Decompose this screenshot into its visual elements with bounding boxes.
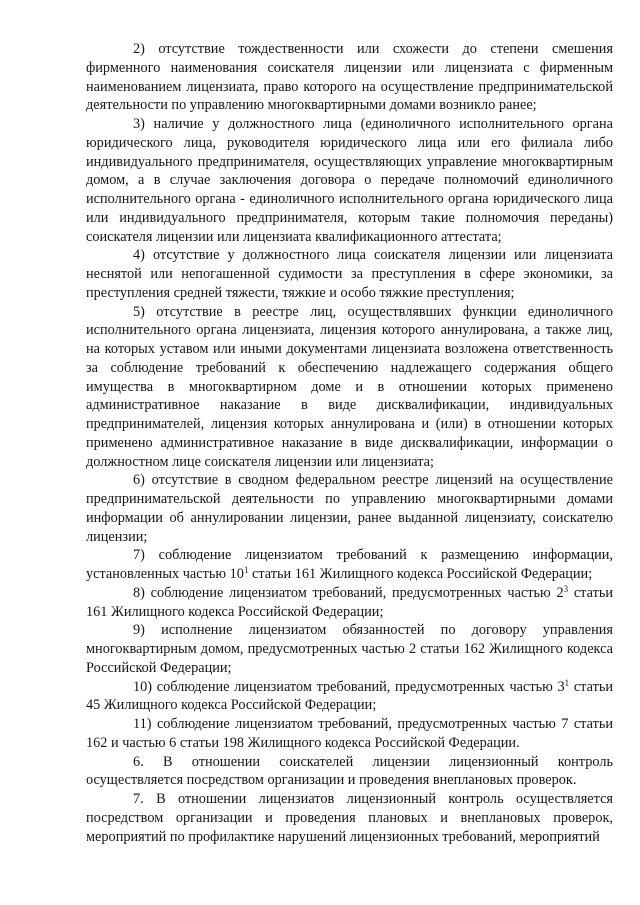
superscript: 1 [564,677,570,688]
paragraph-item-7: 7) соблюдение лицензиатом требований к размещению информации, установленных частью $10^1$ статьи 161 Жилищного кодекса Российской Федерации; [86,547,613,582]
paragraph-item-2: 2) отсутствие тождественности или схожести до степени смешения фирменного наименования соискателя лицензии или лицензиата с фирменным наименованием лицензиата, право которого на осуществление предпринимательской деятельности по управлению многоквартирными домами возникло ранее; [86,41,613,114]
paragraph-item-9: 9) исполнение лицензиатом обязанностей по договору управления многоквартирным домом, предусмотренных частью 2 статьи 162 Жилищного кодекса Российской Федерации; [86,622,613,676]
paragraph-item-5: 5) отсутствие в реестре лиц, осуществлявших функции единоличного исполнительного органа лицензиата, лицензия которого аннулирована, а также лиц, на которых уставом или иными документами лицензиата возложена ответственность за соблюдение требований к обеспечению надлежащего содержания общего имущества в многоквартирном доме и в отношении которых применено административное наказание в виде дисквалификации, индивидуальных предпринимателей, лицензия которых аннулирована и (или) в отношении которых применено административное наказание в виде дисквалификации, информации о должностном лице соискателя лицензии или лицензиата; [86,303,613,470]
paragraph-item-8: 8) соблюдение лицензиатом требований, предусмотренных частью $2^3$ статьи 161 Жилищного кодекса Российской Федерации; [86,583,613,620]
superscript: 1 [243,565,249,575]
superscript: 3 [563,583,569,594]
paragraph-item-11: 11) соблюдение лицензиатом требований, предусмотренных частью 7 статьи 162 и частью 6 статьи 198 Жилищного кодекса Российской Федерации. [86,716,613,751]
document-page [86,40,613,900]
paragraph-item-3: 3) наличие у должностного лица (единоличного исполнительного органа юридического лица, руководителя юридического лица или его филиала либо индивидуального предпринимателя, осуществляющих управление многоквартирным домом, а в случае заключения договора о передаче полномочий единоличного исполнительного органа - единоличного исполнительного органа юридического лица или индивидуального предпринимателя, которым такие полномочия переданы) соискателя лицензии или лицензиата квалификационного аттестата; [86,116,613,245]
paragraph-point-6: 6. В отношении соискателей лицензии лицензионный контроль осуществляется посредством организации и проведения внеплановых проверок. [86,753,613,789]
paragraph-point-7: 7. В отношении лицензиатов лицензионный контроль осуществляется посредством организации и проведения плановых и внеплановых проверок, мероприятий по профилактике нарушений лицензионных требований, мероприятий [86,791,613,845]
paragraph-item-4: 4) отсутствие у должностного лица соискателя лицензии или лицензиата неснятой или непогашенной судимости за преступления в сфере экономики, за преступления средней тяжести, тяжкие и особо тяжкие преступления; [86,247,613,301]
paragraph-item-10: 10) соблюдение лицензиатом требований, предусмотренных частью $3^1$ статьи 45 Жилищного кодекса Российской Федерации; [86,677,613,714]
paragraph-item-6: 6) отсутствие в сводном федеральном реестре лицензий на осуществление предпринимательской деятельности по управлению многоквартирными домами информации об аннулировании лицензии, ранее выданной лицензиату, соискателю лицензии; [86,472,613,545]
